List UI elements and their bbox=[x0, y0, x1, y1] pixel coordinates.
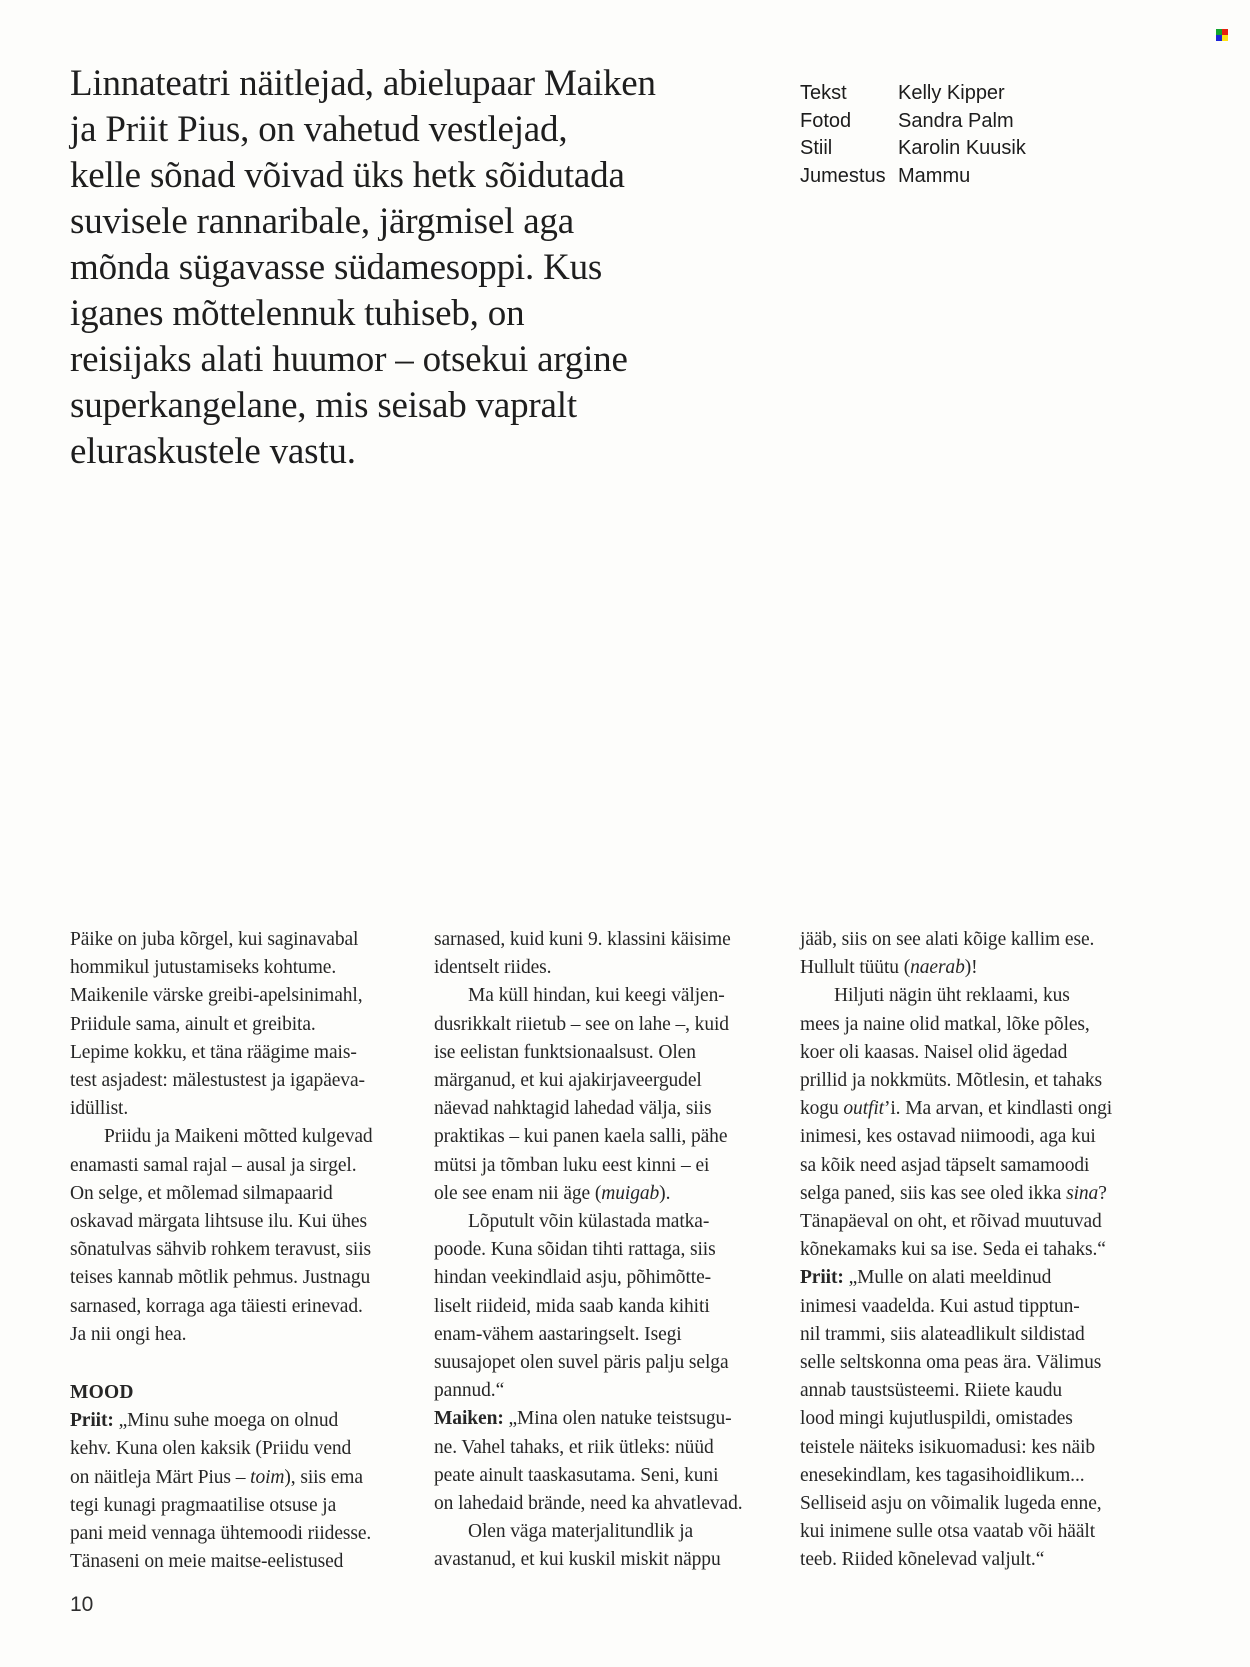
body-line: identselt riides. bbox=[434, 957, 552, 979]
body-line: sõnatulvas sähvib rohkem teravust, siis bbox=[70, 1239, 372, 1261]
body-line: Hullult tüütu (naerab)! bbox=[800, 957, 978, 979]
body-paragraph bbox=[434, 1208, 786, 1405]
body-line: teeb. Riided kõnelevad valjult.“ bbox=[800, 1549, 1045, 1571]
body-line: selga paned, siis kas see oled ikka sina? bbox=[800, 1182, 1107, 1204]
body-line: selle seltskonna oma peas ära. Välimus bbox=[800, 1352, 1102, 1374]
body-paragraph bbox=[800, 926, 1152, 982]
body-line: liselt riideid, mida saab kanda kihiti bbox=[434, 1295, 710, 1317]
body-line: tegi kunagi pragmaatilise otsuse ja bbox=[70, 1494, 337, 1516]
lede-paragraph bbox=[70, 61, 790, 475]
body-line: teises kannab mõtlik pehmus. Justnagu bbox=[70, 1267, 371, 1289]
body-paragraph bbox=[70, 1407, 422, 1576]
body-paragraph bbox=[434, 982, 786, 1208]
body-line: ne. Vahel tahaks, et riik ütleks: nüüd bbox=[434, 1436, 714, 1458]
body-line: Hiljuti nägin üht reklaami, kus bbox=[834, 985, 1070, 1007]
body-line: sarnased, kuid kuni 9. klassini käisime bbox=[434, 929, 731, 950]
body-paragraph bbox=[70, 1123, 422, 1349]
body-line: prillid ja nokkmüts. Mõtlesin, et tahaks bbox=[800, 1070, 1103, 1092]
body-line: enesekindlam, kes tagasihoidlikum... bbox=[800, 1464, 1085, 1486]
paragraph-gap bbox=[70, 1349, 422, 1379]
credits-block bbox=[800, 80, 1026, 190]
body-paragraph bbox=[434, 1405, 786, 1518]
body-paragraph bbox=[800, 982, 1152, 1264]
body-line: pani meid vennaga ühtemoodi riidesse. bbox=[70, 1523, 372, 1545]
body-paragraph bbox=[70, 926, 422, 1123]
body-line: pannud.“ bbox=[434, 1380, 505, 1402]
body-line: Ja nii ongi hea. bbox=[70, 1323, 187, 1345]
body-line: enamasti samal rajal – ausal ja sirgel. bbox=[70, 1154, 357, 1176]
body-line: mütsi ja tõmban luku eest kinni – ei bbox=[434, 1154, 710, 1176]
body-line: teistele näiteks isikuomadusi: kes näib bbox=[800, 1436, 1096, 1458]
credit-value: Kelly Kipper bbox=[898, 82, 1005, 104]
body-column-2 bbox=[434, 926, 786, 1575]
body-line: sarnased, korraga aga täiesti erinevad. bbox=[70, 1295, 363, 1317]
page-number: 10 bbox=[70, 1593, 94, 1616]
body-line: Maikenile värske greibi-apelsinimahl, bbox=[70, 985, 363, 1007]
lede-line: iganes mõttelennuk tuhiseb, on bbox=[70, 293, 525, 334]
credit-row bbox=[800, 163, 1026, 191]
body-line: dusrikkalt riietub – see on lahe –, kuid bbox=[434, 1013, 729, 1035]
body-line: Tänapäeval on oht, et rõivad muutuvad bbox=[800, 1211, 1102, 1233]
section-heading-line: MOOD bbox=[70, 1382, 134, 1404]
body-line: Priidu ja Maikeni mõtted kulgevad bbox=[104, 1126, 373, 1148]
body-line: koer oli kaasas. Naisel olid ägedad bbox=[800, 1041, 1068, 1063]
body-line: näevad nahktagid lahedad välja, siis bbox=[434, 1098, 712, 1120]
body-line: sa kõik need asjad täpselt samamoodi bbox=[800, 1154, 1090, 1176]
body-line: peate ainult taaskasutama. Seni, kuni bbox=[434, 1464, 719, 1486]
body-line: hommikul jutustamiseks kohtume. bbox=[70, 957, 337, 979]
credit-value: Karolin Kuusik bbox=[898, 137, 1026, 159]
body-line: nil trammi, siis alateadlikult sildistad bbox=[800, 1323, 1085, 1345]
lede-line: kelle sõnad võivad üks hetk sõidutada bbox=[70, 155, 625, 196]
body-line: Selliseid asju on võimalik lugeda enne, bbox=[800, 1493, 1102, 1515]
body-line: märganud, et kui ajakirjaveergudel bbox=[434, 1070, 702, 1092]
credit-label: Jumestus bbox=[800, 164, 886, 187]
lede-line: Linnateatri näitlejad, abielupaar Maiken bbox=[70, 63, 656, 104]
body-line: poode. Kuna sõidan tihti rattaga, siis bbox=[434, 1239, 716, 1261]
credit-value: Mammu bbox=[898, 164, 971, 187]
body-line: ole see enam nii äge (muigab). bbox=[434, 1182, 671, 1204]
body-line: Lepime kokku, et täna räägime mais- bbox=[70, 1041, 357, 1063]
credit-row bbox=[800, 80, 1026, 108]
body-line: on lahedaid brände, need ka ahvatlevad. bbox=[434, 1493, 743, 1515]
body-columns bbox=[70, 926, 1182, 1606]
body-line: enam-vähem aastaringselt. Isegi bbox=[434, 1323, 682, 1345]
body-line: mees ja naine olid matkal, lõke põles, bbox=[800, 1013, 1090, 1035]
body-line: inimesi vaadelda. Kui astud tipptun- bbox=[800, 1295, 1080, 1317]
color-square bbox=[1222, 35, 1228, 41]
color-grid-icon bbox=[1216, 29, 1228, 41]
credit-row bbox=[800, 135, 1026, 163]
body-line: avastanud, et kui kuskil miskit näppu bbox=[434, 1549, 721, 1571]
body-line: Maiken: „Mina olen natuke teistsugu- bbox=[434, 1408, 732, 1430]
body-line: Päike on juba kõrgel, kui saginavabal bbox=[70, 929, 359, 950]
credit-label: Fotod bbox=[800, 109, 852, 132]
body-column-3 bbox=[800, 926, 1152, 1575]
credit-value: Sandra Palm bbox=[898, 109, 1014, 132]
body-line: praktikas – kui panen kaela salli, pähe bbox=[434, 1126, 728, 1148]
body-line: ise eelistan funktsionaalsust. Olen bbox=[434, 1041, 696, 1063]
lede-line: reisijaks alati huumor – otsekui argine bbox=[70, 339, 628, 380]
body-line: jääb, siis on see alati kõige kallim ese. bbox=[800, 929, 1095, 950]
lede-line: mõnda sügavasse südamesoppi. Kus bbox=[70, 247, 603, 288]
body-line: oskavad märgata lihtsuse ilu. Kui ühes bbox=[70, 1211, 367, 1233]
lede-line: suvisele rannaribale, järgmisel aga bbox=[70, 201, 574, 242]
lede-line: ja Priit Pius, on vahetud vestlejad, bbox=[70, 109, 568, 150]
body-line: On selge, et mõlemad silmapaarid bbox=[70, 1182, 333, 1204]
body-line: kui inimene sulle otsa vaatab või häält bbox=[800, 1521, 1096, 1543]
body-line: Ma küll hindan, kui keegi väljen- bbox=[468, 985, 725, 1007]
body-line: annab taustsüsteemi. Riiete kaudu bbox=[800, 1380, 1063, 1402]
lede-line: eluraskustele vastu. bbox=[70, 431, 356, 472]
body-line: Priit: „Mulle on alati meeldinud bbox=[800, 1267, 1052, 1289]
credit-label: Stiil bbox=[800, 137, 833, 159]
body-paragraph bbox=[434, 1518, 786, 1574]
body-line: on näitleja Märt Pius – toim), siis ema bbox=[70, 1466, 363, 1488]
body-line: kehv. Kuna olen kaksik (Priidu vend bbox=[70, 1438, 352, 1460]
lede-line: superkangelane, mis seisab vapralt bbox=[70, 385, 577, 426]
body-line: idüllist. bbox=[70, 1098, 129, 1120]
body-line: Priidule sama, ainult et greibita. bbox=[70, 1013, 316, 1035]
body-line: Lõputult võin külastada matka- bbox=[468, 1211, 710, 1233]
body-line: lood mingi kujutluspildi, omistades bbox=[800, 1408, 1073, 1430]
credit-row bbox=[800, 108, 1026, 136]
body-line: suusajopet olen suvel päris palju selga bbox=[434, 1352, 729, 1374]
body-line: kõnekamaks kui sa ise. Seda ei tahaks.“ bbox=[800, 1239, 1106, 1261]
body-line: Priit: „Minu suhe moega on olnud bbox=[70, 1410, 339, 1432]
body-line: inimesi, kes ostavad niimoodi, aga kui bbox=[800, 1126, 1096, 1148]
body-column-1 bbox=[70, 926, 422, 1576]
body-line: hindan veekindlaid asju, põhimõtte- bbox=[434, 1267, 712, 1289]
section-heading bbox=[70, 1379, 422, 1407]
body-line: Olen väga materjalitundlik ja bbox=[468, 1521, 694, 1543]
body-paragraph bbox=[800, 1264, 1152, 1574]
body-line: test asjadest: mälestustest ja igapäeva- bbox=[70, 1070, 365, 1092]
credit-label: Tekst bbox=[800, 82, 847, 104]
body-line: kogu outfit’i. Ma arvan, et kindlasti ongi bbox=[800, 1098, 1113, 1120]
body-paragraph bbox=[434, 926, 786, 982]
body-line: Tänaseni on meie maitse-eelistused bbox=[70, 1551, 344, 1573]
